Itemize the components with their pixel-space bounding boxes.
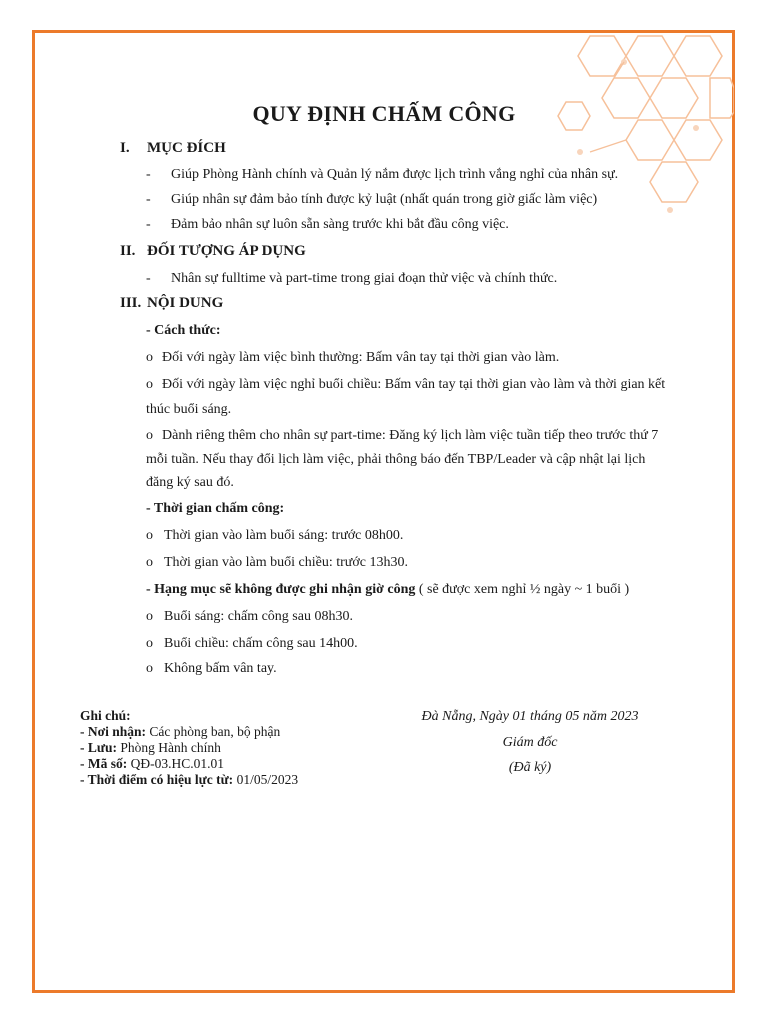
method-item-continued: mỗi tuần. Nếu thay đổi lịch làm việc, phải thông báo đến TBP/Leader và cập nhật lại lịch [146, 452, 646, 467]
note-effective [80, 772, 298, 788]
note-code [80, 756, 224, 772]
note-storage [80, 740, 221, 756]
section-1-heading: MỤC ĐÍCH [147, 140, 226, 156]
circle-bullet: o [146, 528, 153, 543]
note-recipients-label: - Nơi nhận: [80, 724, 146, 739]
excluded-note: ( sẽ được xem nghỉ ½ ngày ~ 1 buổi ) [415, 582, 630, 597]
signed-status: (Đã ký) [508, 760, 552, 775]
circle-bullet: o [146, 350, 153, 365]
place-date: Đà Nẵng, Ngày 01 tháng 05 năm 2023 [421, 709, 639, 724]
section-3-number: III. [120, 295, 142, 311]
section-1-item: Giúp nhân sự đảm bảo tính được kỷ luật (nhất quán trong giờ giấc làm việc) [171, 192, 598, 207]
circle-bullet: o [146, 609, 153, 624]
excluded-label: - Hạng mục sẽ không được ghi nhận giờ công [146, 582, 416, 597]
circle-bullet: o [146, 377, 153, 392]
section-2-heading: ĐỐI TƯỢNG ÁP DỤNG [147, 243, 306, 259]
method-item-continued: thúc buổi sáng. [146, 402, 232, 417]
section-2-item: Nhân sự fulltime và part-time trong giai đoạn thử việc và chính thức. [171, 271, 558, 286]
excluded-item: Buổi chiều: chấm công sau 14h00. [164, 636, 358, 651]
excluded-heading [146, 582, 629, 598]
excluded-item: Buổi sáng: chấm công sau 08h30. [164, 609, 353, 624]
note-storage-label: - Lưu: [80, 740, 117, 755]
circle-bullet: o [146, 661, 153, 676]
dash-bullet: - [146, 271, 151, 286]
note-effective-value: 01/05/2023 [233, 772, 299, 787]
time-item: Thời gian vào làm buổi chiều: trước 13h30. [164, 555, 409, 570]
section-1-number: I. [120, 140, 130, 156]
dash-bullet: - [146, 192, 151, 207]
section-1-item: Giúp Phòng Hành chính và Quản lý nắm được lịch trình vắng nghỉ của nhân sự. [171, 167, 619, 182]
section-1-item: Đảm bảo nhân sự luôn sẵn sàng trước khi bắt đầu công việc. [171, 217, 509, 232]
method-item: Đối với ngày làm việc nghỉ buổi chiều: Bấm vân tay tại thời gian vào làm và thời gian kết [162, 377, 666, 392]
time-label: - Thời gian chấm công: [146, 501, 285, 516]
section-3-heading: NỘI DUNG [147, 295, 224, 311]
section-2-number: II. [120, 243, 136, 259]
circle-bullet: o [146, 636, 153, 651]
note-storage-value: Phòng Hành chính [116, 740, 221, 755]
method-item: Dành riêng thêm cho nhân sự part-time: Đăng ký lịch làm việc tuần tiếp theo trước thứ 7 [162, 428, 659, 443]
page-title: QUY ĐỊNH CHẤM CÔNG [252, 101, 516, 126]
method-label: - Cách thức: [146, 323, 221, 338]
note-code-label: - Mã số: [80, 756, 128, 771]
note-code-value: QĐ-03.HC.01.01 [127, 756, 224, 771]
method-item-continued: đăng ký sau đó. [146, 475, 234, 490]
dash-bullet: - [146, 217, 151, 232]
note-recipients [80, 724, 280, 740]
excluded-item: Không bấm vân tay. [164, 661, 277, 676]
signer-title: Giám đốc [502, 735, 558, 750]
dash-bullet: - [146, 167, 151, 182]
method-item: Đối với ngày làm việc bình thường: Bấm vân tay tại thời gian vào làm. [162, 350, 560, 365]
circle-bullet: o [146, 555, 153, 570]
time-item: Thời gian vào làm buổi sáng: trước 08h00. [164, 528, 404, 543]
note-effective-label: - Thời điểm có hiệu lực từ: [80, 772, 234, 787]
note-recipients-value: Các phòng ban, bộ phận [146, 724, 281, 739]
circle-bullet: o [146, 428, 153, 443]
note-heading: Ghi chú: [80, 708, 131, 723]
